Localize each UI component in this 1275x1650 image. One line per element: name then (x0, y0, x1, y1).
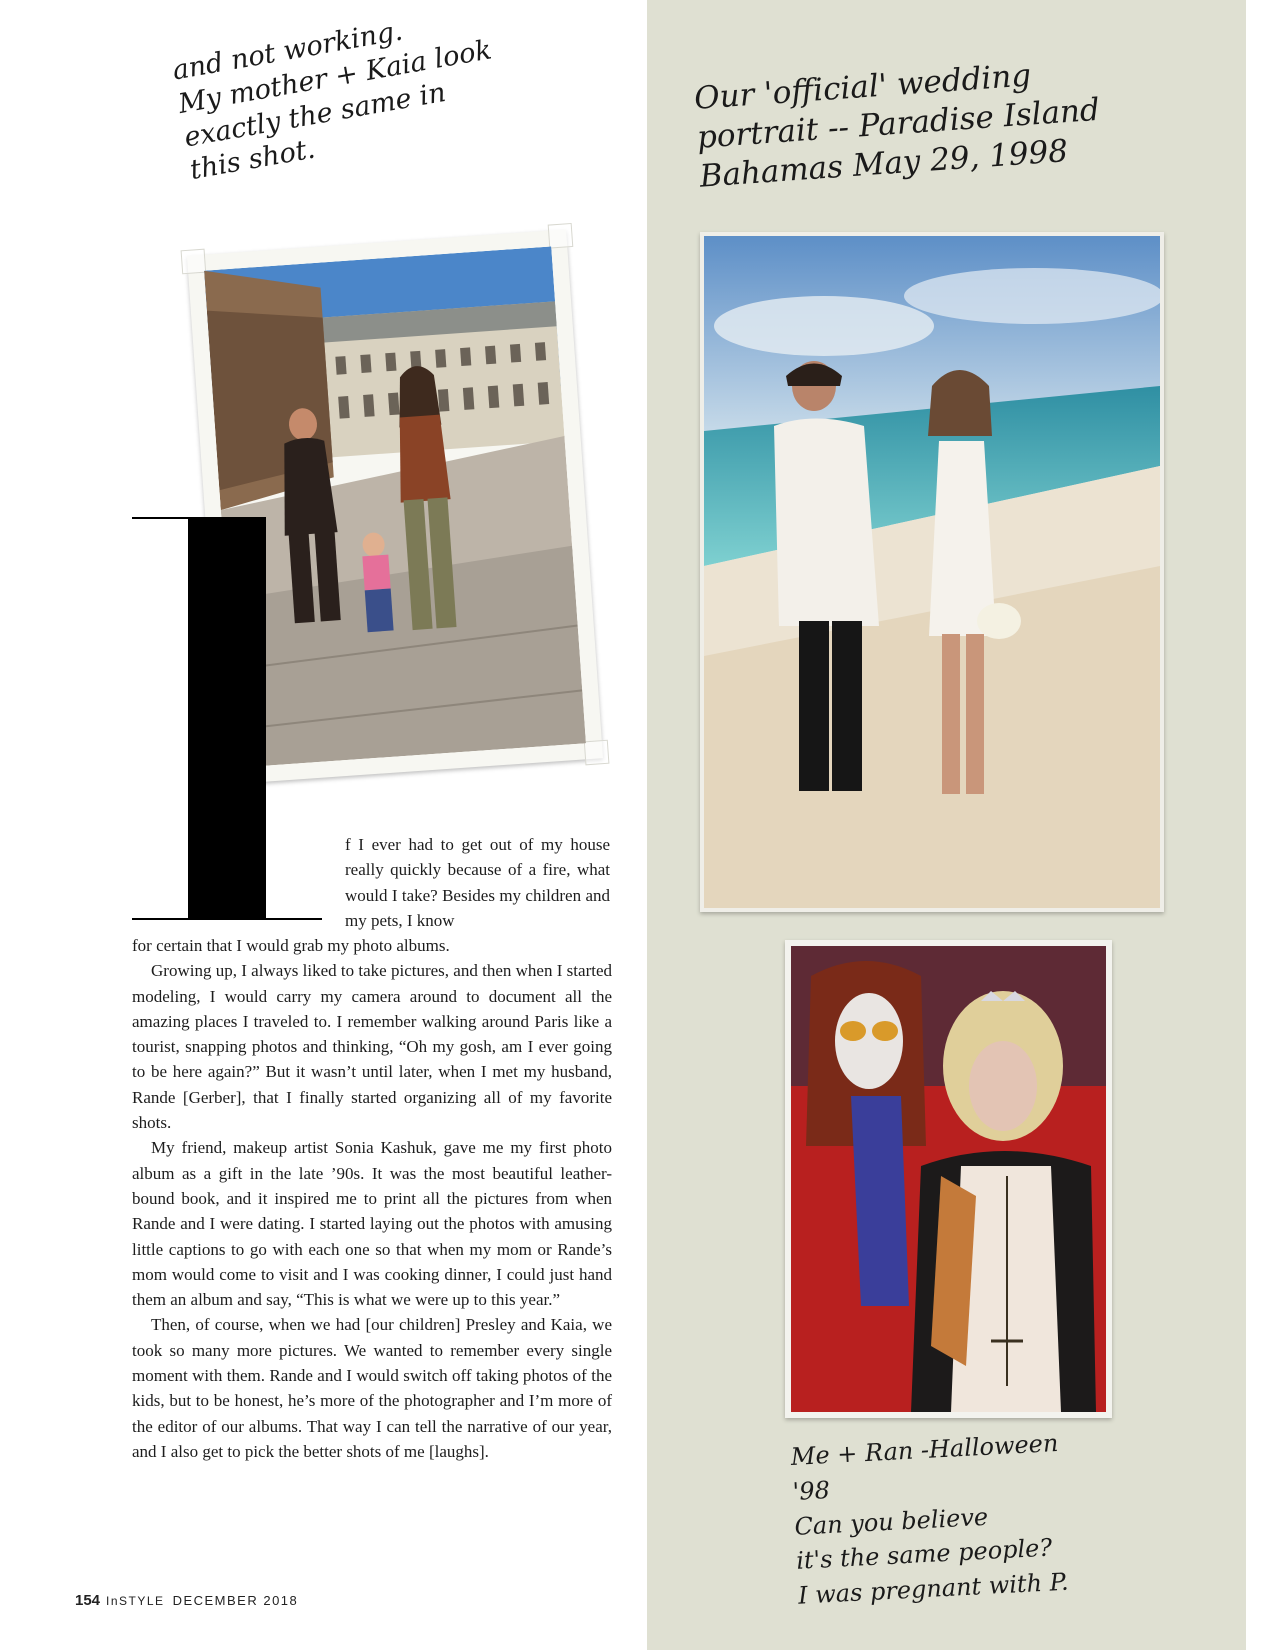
handwritten-note-halloween: Me + Ran -Halloween '98 Can you believe it's the same people? I was pregnant with P. (790, 1428, 1070, 1610)
magazine-name: InSTYLE (106, 1594, 165, 1608)
drop-cap-letter (188, 517, 266, 919)
page-number: 154 (75, 1592, 101, 1609)
article-body (132, 933, 612, 1464)
article-paragraph: Then, of course, when we had [our children] Presley and Kaia, we took so many more pictures. We wanted to remember every single moment with them. Rande and I would switch off taking photos of the kids, but to be honest, he’s more of the photographer and I’m more of the editor of our albums. That way I can tell the narrative of our year, and I also get to pick the better shots of me [laughs]. (132, 1315, 612, 1461)
halloween-photo-image (791, 946, 1106, 1412)
wedding-photo (700, 232, 1164, 912)
article-paragraph: Growing up, I always liked to take pictures, and then when I started modeling, I would carry my camera around to document all the amazing places I traveled to. I remember walking around Paris like a tourist, snapping photos and thinking, “Oh my gosh, am I ever going to be here again?” But it wasn’t until later, when I met my husband, Rande [Gerber], that I finally started organizing all of my favorite shots. (132, 961, 612, 1133)
photo-corner (548, 223, 574, 249)
handwritten-note-paris: and not working. My mother + Kaia look exactly the same in this shot. (170, 15, 494, 187)
halloween-photo (785, 940, 1112, 1418)
photo-corner (584, 740, 610, 766)
handwritten-note-wedding: Our 'official' wedding portrait -- Paradise Island Bahamas May 29, 1998 (693, 57, 1101, 195)
issue-date: DECEMBER 2018 (172, 1593, 299, 1608)
page-folio (75, 1592, 298, 1609)
article-paragraph: for certain that I would grab my photo albums. (132, 936, 450, 955)
drop-cap-serif-bottom (132, 918, 322, 920)
wedding-photo-image (704, 236, 1160, 908)
article-paragraph: My friend, makeup artist Sonia Kashuk, gave me my first photo album as a gift in the late ’90s. It was the most beautiful leather-bound book, and it inspired me to print all the pictures from when Rande and I were dating. I started laying out the photos with amusing little captions to go with each one so that when my mom or Rande’s mom would come to visit and I was cooking dinner, I could just hand them an album and say, “This is what we were up to this year.” (132, 1138, 612, 1310)
photo-corner (181, 249, 207, 275)
article-opening: f I ever had to get out of my house really quickly because of a fire, what would I take? Besides my children and my pets, I know (345, 835, 610, 930)
drop-cap-text (188, 517, 189, 518)
